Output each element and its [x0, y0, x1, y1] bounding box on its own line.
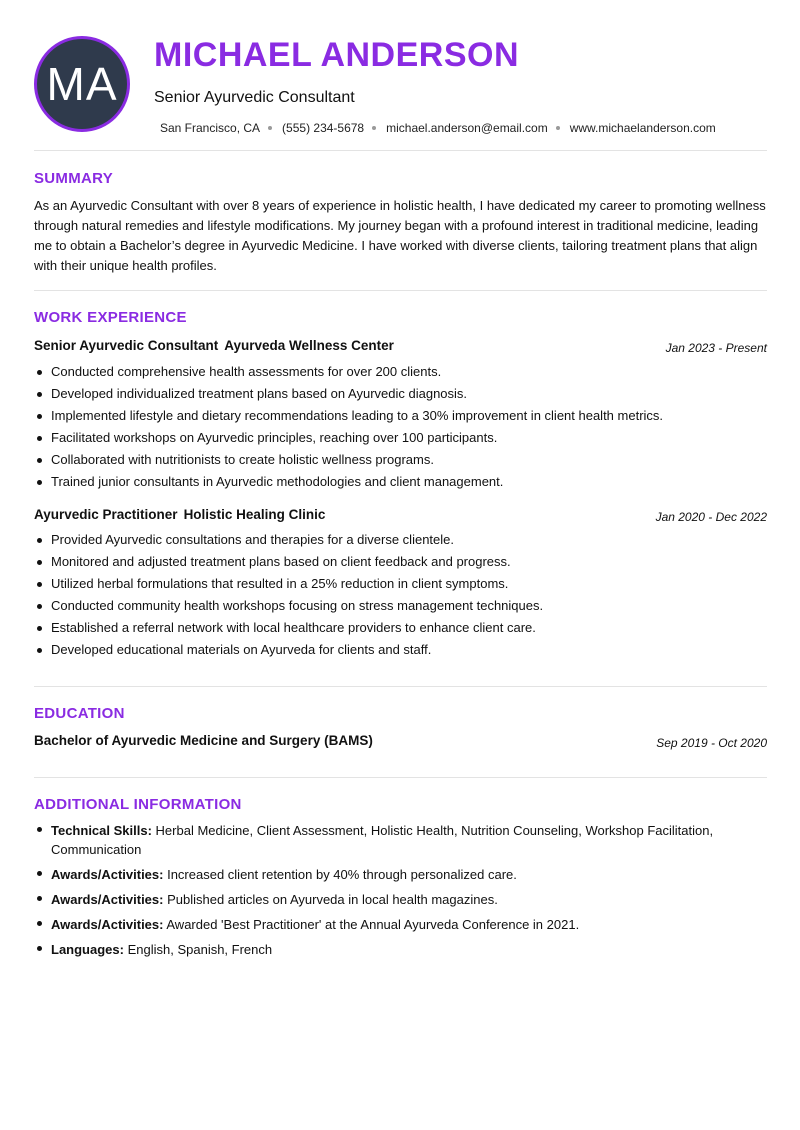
job-bullets	[34, 364, 767, 496]
item-label: Technical Skills:	[51, 823, 152, 838]
list-item	[34, 890, 767, 909]
list-item: Established a referral network with local healthcare providers to enhance client care.	[34, 620, 767, 636]
candidate-role: Senior Ayurvedic Consultant	[154, 89, 355, 106]
item-label: Awards/Activities:	[51, 892, 164, 907]
divider	[34, 777, 767, 778]
list-item: Facilitated workshops on Ayurvedic principles, reaching over 100 participants.	[34, 430, 767, 446]
job-company: Holistic Healing Clinic	[183, 507, 326, 522]
avatar	[34, 36, 130, 132]
item-text: Increased client retention by 40% through personalized care.	[167, 867, 517, 882]
summary-text: As an Ayurvedic Consultant with over 8 years of experience in holistic health, I have dedicated my career to promoting wellness through natural remedies and lifestyle modifications. My journey began with a profound interest in traditional medicine, leading me to obtain a Bachelor’s degree in Ayurvedic Medicine. I have worked with diverse clients, tailoring treatment plans that align with their unique health profiles.	[34, 198, 766, 273]
job-dates: Jan 2023 - Present	[665, 341, 767, 355]
list-item: Developed educational materials on Ayurveda for clients and staff.	[34, 642, 767, 658]
item-text: English, Spanish, French	[127, 942, 273, 957]
separator-dot	[372, 126, 376, 130]
resume-page	[34, 0, 767, 1130]
job-bullets	[34, 532, 767, 664]
list-item: Developed individualized treatment plans based on Ayurvedic diagnosis.	[34, 386, 767, 402]
item-label: Awards/Activities:	[51, 917, 164, 932]
list-item	[34, 915, 767, 934]
additional-info-list	[34, 821, 767, 965]
list-item: Monitored and adjusted treatment plans based on client feedback and progress.	[34, 554, 767, 570]
list-item: Trained junior consultants in Ayurvedic methodologies and client management.	[34, 474, 767, 490]
item-label: Awards/Activities:	[51, 867, 164, 882]
list-item	[34, 821, 767, 859]
job-role: Senior Ayurvedic Consultant	[34, 338, 219, 353]
candidate-name: MICHAEL ANDERSON	[154, 36, 520, 74]
work-experience-heading: WORK EXPERIENCE	[34, 309, 187, 326]
item-text: Awarded 'Best Practitioner' at the Annual Ayurveda Conference in 2021.	[166, 917, 580, 932]
list-item	[34, 865, 767, 884]
divider	[34, 150, 767, 151]
avatar-initials: MA	[46, 58, 118, 110]
contact-phone: (555) 234-5678	[282, 121, 365, 135]
job-title	[34, 338, 394, 353]
additional-info-heading: ADDITIONAL INFORMATION	[34, 796, 242, 813]
separator-dot	[556, 126, 560, 130]
divider	[34, 686, 767, 687]
list-item: Provided Ayurvedic consultations and therapies for a diverse clientele.	[34, 532, 767, 548]
divider	[34, 290, 767, 291]
item-text: Published articles on Ayurveda in local health magazines.	[167, 892, 498, 907]
summary-heading: SUMMARY	[34, 170, 114, 187]
list-item: Collaborated with nutritionists to create holistic wellness programs.	[34, 452, 767, 468]
education-heading: EDUCATION	[34, 705, 125, 722]
contact-website[interactable]: www.michaelanderson.com	[569, 121, 716, 135]
list-item: Utilized herbal formulations that resulted in a 25% reduction in client symptoms.	[34, 576, 767, 592]
job-title	[34, 507, 325, 522]
list-item	[34, 940, 767, 959]
item-label: Languages:	[51, 942, 124, 957]
contact-location: San Francisco, CA	[160, 121, 261, 135]
list-item: Conducted community health workshops focusing on stress management techniques.	[34, 598, 767, 614]
job-role: Ayurvedic Practitioner	[34, 507, 178, 522]
job-dates: Jan 2020 - Dec 2022	[655, 510, 767, 524]
item-text: Herbal Medicine, Client Assessment, Holistic Health, Nutrition Counseling, Workshop Facilitation, Communication	[51, 823, 714, 857]
job-company: Ayurveda Wellness Center	[224, 338, 394, 353]
contact-email[interactable]: michael.anderson@email.com	[386, 121, 548, 135]
list-item: Conducted comprehensive health assessments for over 200 clients.	[34, 364, 767, 380]
list-item: Implemented lifestyle and dietary recommendations leading to a 30% improvement in client health metrics.	[34, 408, 767, 424]
education-dates: Sep 2019 - Oct 2020	[656, 736, 767, 750]
contact-bar	[160, 121, 716, 135]
education-degree: Bachelor of Ayurvedic Medicine and Surgery (BAMS)	[34, 733, 373, 748]
separator-dot	[268, 126, 272, 130]
